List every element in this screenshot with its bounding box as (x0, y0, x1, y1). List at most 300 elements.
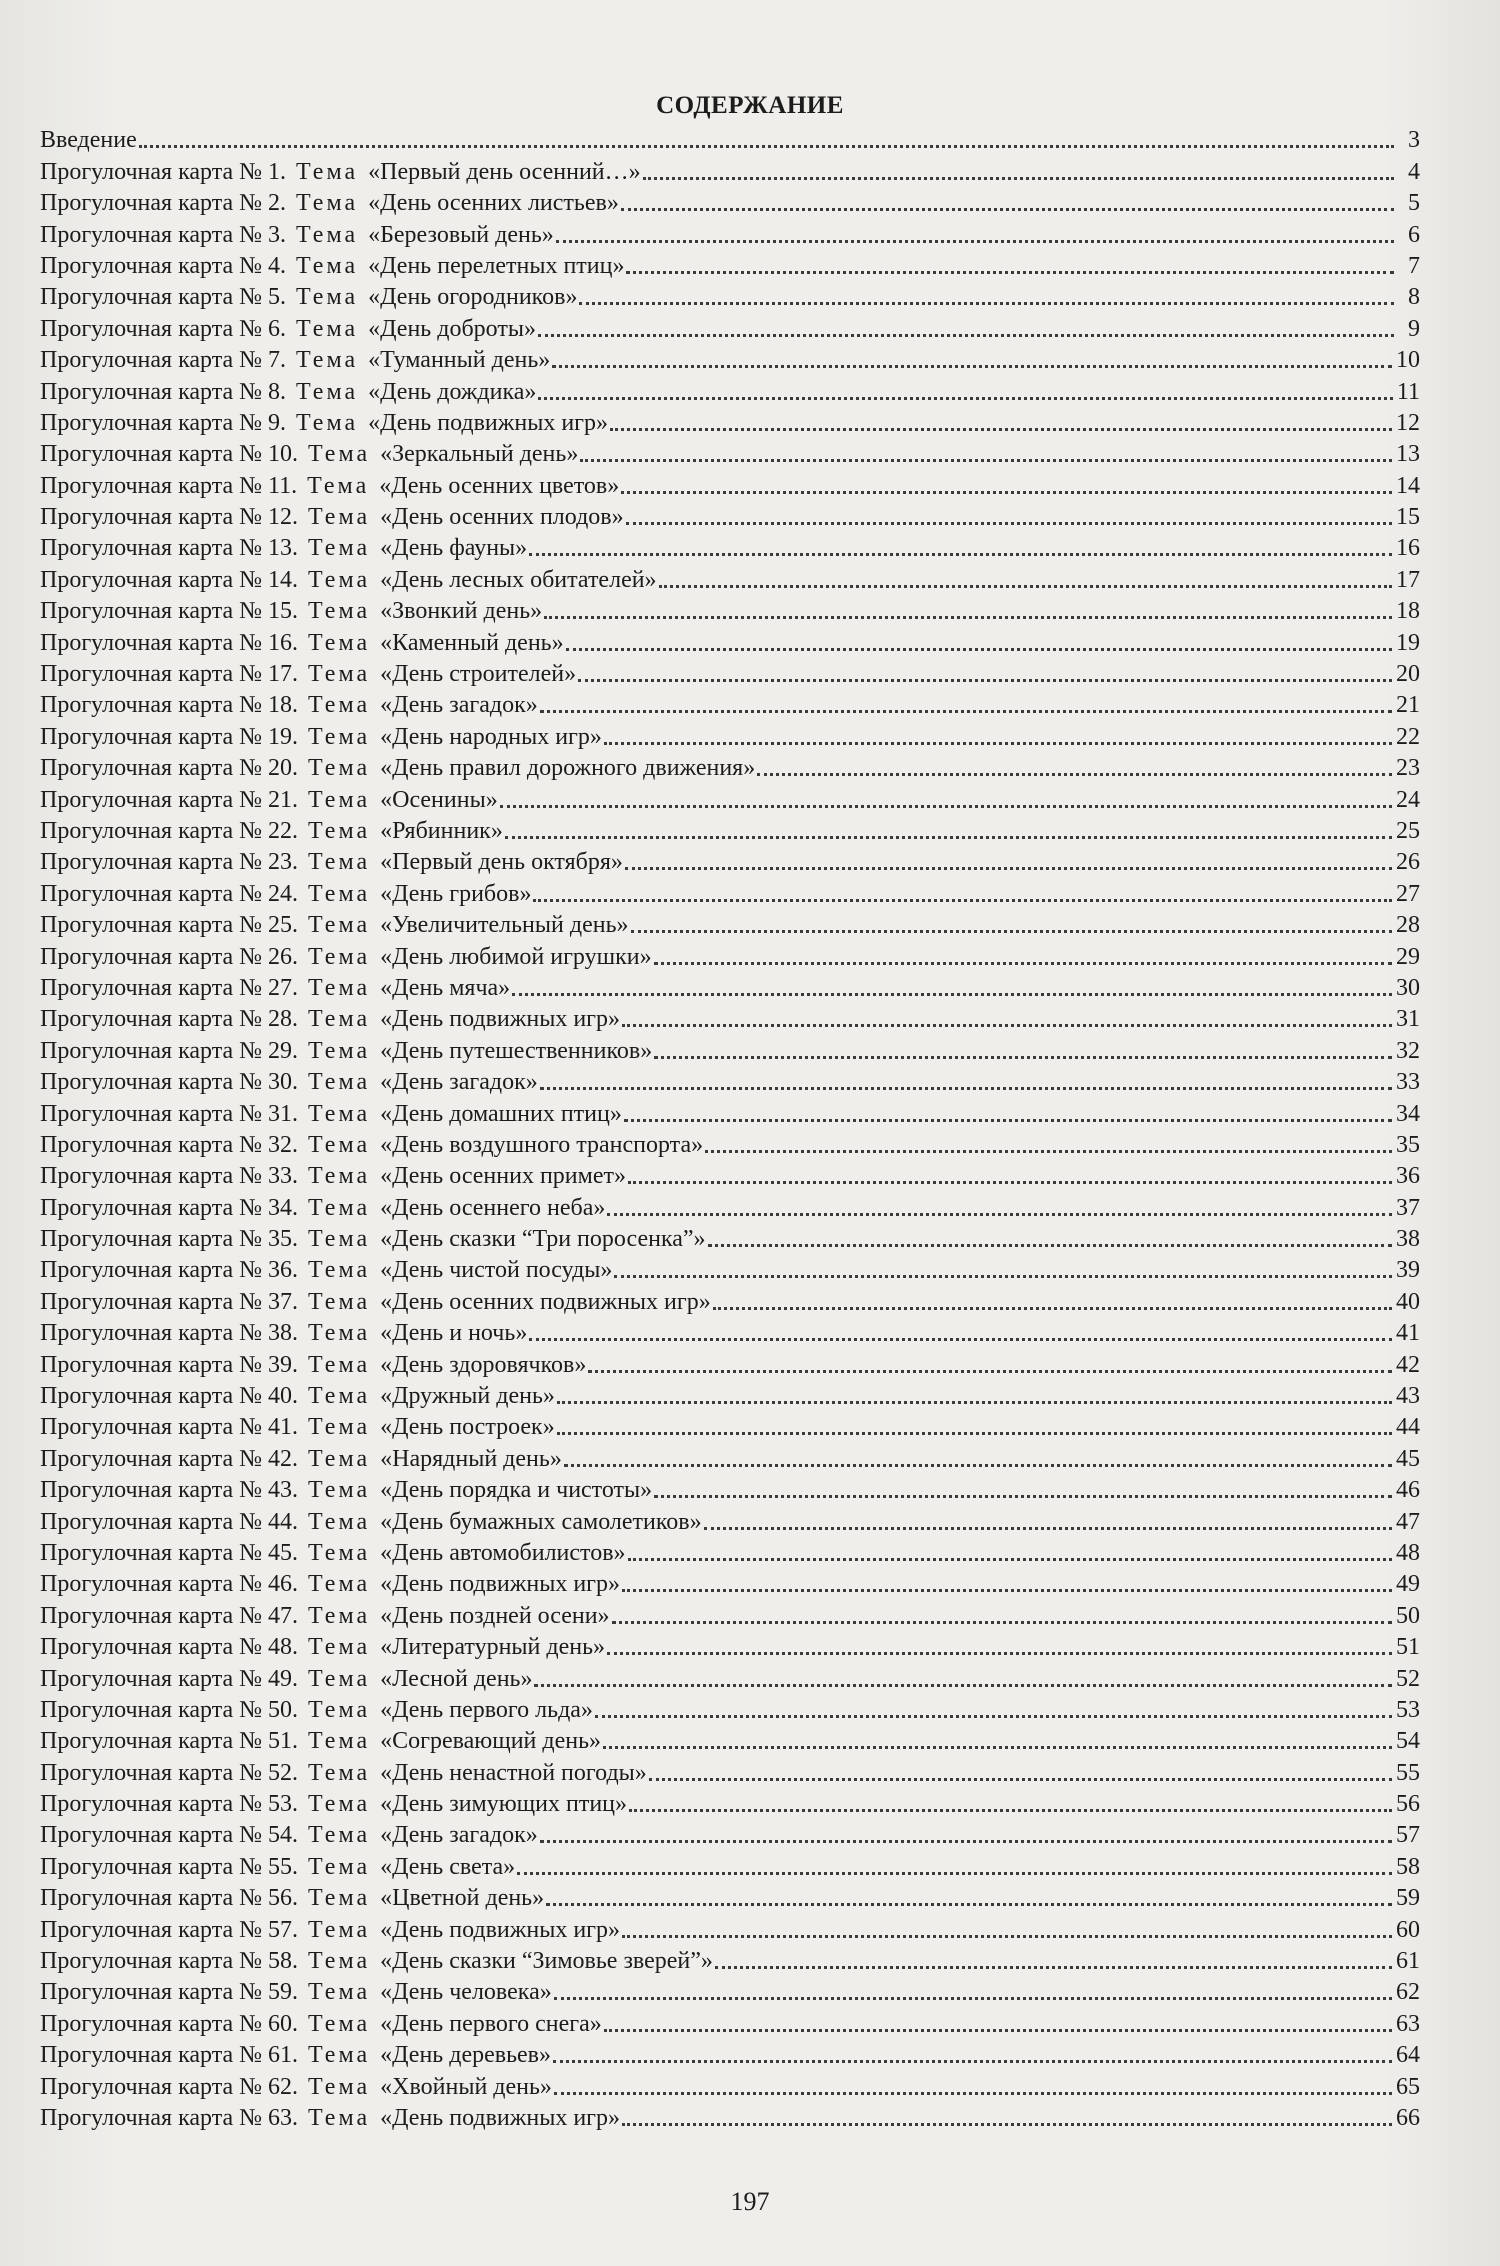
entry-number: 4. (268, 252, 287, 279)
dot-leader (580, 459, 1392, 462)
topic-word: Тема (308, 1006, 371, 1033)
entry-prefix: Прогулочная карта № (40, 1948, 263, 1975)
toc-row-37[interactable] (40, 1284, 1420, 1315)
toc-page-number: 40 (1396, 1288, 1420, 1315)
toc-page-number: 57 (1396, 1822, 1420, 1849)
topic-word: Тема (308, 692, 371, 719)
toc-row-25[interactable] (40, 908, 1420, 939)
entry-theme: «День путешественников» (380, 1037, 653, 1064)
toc-entry-label (40, 1633, 605, 1661)
entry-number: 51. (268, 1728, 299, 1755)
toc-row-45[interactable] (40, 1536, 1420, 1567)
entry-prefix: Прогулочная карта № (40, 535, 263, 562)
topic-word: Тема (308, 2073, 371, 2100)
toc-entry-label (40, 346, 550, 374)
topic-word: Тема (308, 1853, 371, 1880)
toc-page-number: 3 (1408, 127, 1420, 154)
topic-word: Тема (308, 566, 371, 593)
toc-row-52[interactable] (40, 1755, 1420, 1786)
toc-page-number: 27 (1396, 880, 1420, 907)
entry-prefix: Прогулочная карта № (40, 1320, 263, 1347)
toc-page-number: 6 (1408, 221, 1420, 248)
toc-entry-label (40, 283, 577, 311)
toc-row-51[interactable] (40, 1724, 1420, 1755)
entry-prefix: Прогулочная карта № (40, 2042, 263, 2069)
dot-leader (556, 240, 1394, 243)
entry-theme: «День поздней осени» (380, 1602, 610, 1629)
toc-entry-label (40, 943, 652, 971)
topic-word: Тема (308, 1728, 371, 1755)
toc-entry-label (40, 1256, 612, 1284)
topic-word: Тема (308, 1539, 371, 1566)
toc-page-number: 50 (1396, 1602, 1420, 1629)
entry-prefix: Прогулочная карта № (40, 1226, 263, 1253)
entry-number: 25. (268, 912, 299, 939)
toc-row-20[interactable] (40, 751, 1420, 782)
toc-entry-label (40, 1978, 552, 2006)
toc-entry-label (40, 974, 510, 1002)
toc-row-31[interactable] (40, 1096, 1420, 1127)
entry-number: 22. (268, 817, 299, 844)
entry-prefix: Прогулочная карта № (40, 158, 263, 185)
toc-entry-label (40, 1413, 555, 1441)
toc-row-13[interactable] (40, 531, 1420, 562)
entry-prefix: Прогулочная карта № (40, 1351, 263, 1378)
toc-entry-label (40, 723, 602, 751)
toc-row-9[interactable] (40, 406, 1420, 437)
toc-row-14[interactable] (40, 562, 1420, 593)
entry-number: 35. (268, 1226, 299, 1253)
toc-row-5[interactable] (40, 280, 1420, 311)
entry-prefix: Прогулочная карта № (40, 1257, 263, 1284)
topic-word: Тема (308, 1037, 371, 1064)
toc-row-32[interactable] (40, 1128, 1420, 1159)
entry-prefix: Прогулочная карта № (40, 2073, 263, 2100)
toc-row-54[interactable] (40, 1818, 1420, 1849)
topic-word: Тема (308, 1320, 371, 1347)
dot-leader (604, 2029, 1392, 2032)
toc-entry-label (40, 691, 538, 719)
entry-number: 49. (268, 1665, 299, 1692)
entry-theme: «День мяча» (380, 974, 511, 1001)
entry-prefix: Прогулочная карта № (40, 504, 263, 531)
toc-row-61[interactable] (40, 2038, 1420, 2069)
entry-theme: «День сказки “Зимовье зверей”» (380, 1948, 713, 1975)
toc-page-number: 39 (1396, 1257, 1420, 1284)
entry-number: 44. (268, 1508, 299, 1535)
toc-row-2[interactable] (40, 186, 1420, 217)
toc-row-intro[interactable] (40, 123, 1420, 154)
toc-entry-label (40, 817, 503, 845)
toc-row-26[interactable] (40, 939, 1420, 970)
entry-prefix: Прогулочная карта № (40, 943, 263, 970)
toc-page-number: 7 (1408, 252, 1420, 279)
entry-theme: «День здоровячков» (380, 1351, 587, 1378)
entry-prefix: Прогулочная карта № (40, 1728, 263, 1755)
toc-row-49[interactable] (40, 1661, 1420, 1692)
entry-number: 52. (268, 1759, 299, 1786)
toc-row-21[interactable] (40, 782, 1420, 813)
toc-page-number: 9 (1408, 315, 1420, 342)
entry-theme: «День воздушного транспорта» (380, 1131, 704, 1158)
entry-theme: «День первого льда» (380, 1696, 593, 1723)
entry-number: 45. (268, 1539, 299, 1566)
dot-leader (578, 679, 1392, 682)
topic-word: Тема (308, 1948, 371, 1975)
entry-theme: «Дружный день» (380, 1383, 555, 1410)
entry-number: 58. (268, 1948, 299, 1975)
entry-theme: «День автомобилистов» (380, 1539, 626, 1566)
entry-number: 54. (268, 1822, 299, 1849)
toc-row-38[interactable] (40, 1316, 1420, 1347)
entry-number: 21. (268, 786, 299, 813)
toc-row-34[interactable] (40, 1190, 1420, 1221)
entry-number: 33. (268, 1163, 299, 1190)
toc-entry-label (40, 2104, 620, 2132)
entry-theme: «День доброты» (368, 315, 536, 342)
toc-row-58[interactable] (40, 1944, 1420, 1975)
dot-leader (512, 993, 1392, 996)
dot-leader (621, 208, 1394, 211)
entry-theme: «День фауны» (380, 535, 528, 562)
topic-word: Тема (308, 1571, 371, 1598)
toc-page-number: 24 (1396, 786, 1420, 813)
toc-page-number: 18 (1396, 598, 1420, 625)
entry-number: 3. (268, 221, 287, 248)
toc-row-22[interactable] (40, 814, 1420, 845)
entry-number: 61. (268, 2042, 299, 2069)
toc-page-number: 22 (1396, 723, 1420, 750)
toc-row-1[interactable] (40, 154, 1420, 185)
dot-leader (708, 1244, 1392, 1247)
entry-theme: «День огородников» (368, 284, 578, 311)
toc-page-number: 31 (1396, 1006, 1420, 1033)
toc-row-57[interactable] (40, 1912, 1420, 1943)
toc-page-number: 56 (1396, 1791, 1420, 1818)
entry-prefix: Прогулочная карта № (40, 849, 263, 876)
entry-prefix: Прогулочная карта № (40, 315, 263, 342)
toc-row-8[interactable] (40, 374, 1420, 405)
toc-page-number: 41 (1396, 1320, 1420, 1347)
entry-prefix: Прогулочная карта № (40, 252, 263, 279)
topic-word: Тема (296, 378, 359, 405)
entry-prefix: Прогулочная карта № (40, 755, 263, 782)
dot-leader (607, 1213, 1392, 1216)
entry-prefix: Прогулочная карта № (40, 1445, 263, 1472)
entry-theme: «Рябинник» (380, 817, 503, 844)
toc-row-23[interactable] (40, 845, 1420, 876)
entry-prefix: Прогулочная карта № (40, 817, 263, 844)
entry-theme: «День деревьев» (380, 2042, 552, 2069)
toc-row-30[interactable] (40, 1065, 1420, 1096)
toc-row-41[interactable] (40, 1410, 1420, 1441)
entry-theme: «День лесных обитателей» (380, 566, 657, 593)
entry-number: 7. (268, 347, 287, 374)
dot-leader (538, 334, 1394, 337)
toc-page-number: 26 (1396, 849, 1420, 876)
toc-entry-label (40, 1068, 538, 1096)
toc-row-3[interactable] (40, 217, 1420, 248)
entry-theme: «Березовый день» (368, 221, 554, 248)
entry-prefix: Прогулочная карта № (40, 974, 263, 1001)
toc-row-19[interactable] (40, 719, 1420, 750)
entry-number: 31. (268, 1100, 299, 1127)
entry-theme: «День построек» (380, 1414, 555, 1441)
topic-word: Тема (308, 817, 371, 844)
toc-row-16[interactable] (40, 625, 1420, 656)
entry-number: 16. (268, 629, 299, 656)
toc-entry-label (40, 221, 554, 249)
toc-row-50[interactable] (40, 1693, 1420, 1724)
entry-number: 39. (268, 1351, 299, 1378)
toc-row-12[interactable] (40, 500, 1420, 531)
toc-row-47[interactable] (40, 1598, 1420, 1629)
toc-row-33[interactable] (40, 1159, 1420, 1190)
entry-number: 20. (268, 755, 299, 782)
toc-row-44[interactable] (40, 1504, 1420, 1535)
toc-page-number: 60 (1396, 1916, 1420, 1943)
dot-leader (552, 365, 1392, 368)
entry-number: 8. (268, 378, 287, 405)
dot-leader (659, 585, 1392, 588)
toc-page-number: 5 (1408, 190, 1420, 217)
toc-page-number: 33 (1396, 1069, 1420, 1096)
toc-row-53[interactable] (40, 1787, 1420, 1818)
entry-theme: «День подвижных игр» (368, 409, 609, 436)
entry-prefix: Прогулочная карта № (40, 378, 263, 405)
dot-leader (566, 648, 1392, 651)
entry-theme: «День загадок» (380, 1069, 538, 1096)
toc-row-4[interactable] (40, 249, 1420, 280)
topic-word: Тема (308, 755, 371, 782)
entry-prefix: Прогулочная карта № (40, 1131, 263, 1158)
entry-prefix: Прогулочная карта № (40, 723, 263, 750)
entry-theme: «День осенних примет» (380, 1163, 626, 1190)
toc-entry-label (40, 1225, 706, 1253)
toc-page-number: 42 (1396, 1351, 1420, 1378)
toc-page-number: 23 (1396, 755, 1420, 782)
toc-row-17[interactable] (40, 657, 1420, 688)
toc-row-7[interactable] (40, 343, 1420, 374)
topic-word: Тема (308, 912, 371, 939)
entry-prefix: Прогулочная карта № (40, 1194, 263, 1221)
toc-entry-label (40, 1947, 713, 1975)
topic-word: Тема (308, 504, 371, 531)
toc-row-56[interactable] (40, 1881, 1420, 1912)
dot-leader (579, 302, 1394, 305)
entry-theme: «День подвижных игр» (380, 1916, 621, 1943)
entry-theme: «День ненастной погоды» (380, 1759, 647, 1786)
toc-page-number: 46 (1396, 1477, 1420, 1504)
dot-leader (654, 962, 1392, 965)
topic-word: Тема (308, 786, 371, 813)
dot-leader (588, 1370, 1392, 1373)
toc-entry-label (40, 1445, 562, 1473)
toc-row-18[interactable] (40, 688, 1420, 719)
entry-prefix: Прогулочная карта № (40, 661, 263, 688)
toc-row-6[interactable] (40, 311, 1420, 342)
dot-leader (626, 271, 1394, 274)
toc-row-48[interactable] (40, 1630, 1420, 1661)
entry-theme: «День правил дорожного движения» (380, 755, 756, 782)
dot-leader (554, 1997, 1392, 2000)
entry-prefix: Прогулочная карта № (40, 1791, 263, 1818)
entry-number: 26. (268, 943, 299, 970)
toc-page-number: 15 (1396, 504, 1420, 531)
toc-entry-label (40, 1602, 610, 1630)
dot-leader (628, 1558, 1392, 1561)
entry-number: 53. (268, 1791, 299, 1818)
toc-entry-label (40, 252, 624, 280)
entry-theme: «Литературный день» (380, 1634, 606, 1661)
toc-entry-label (40, 409, 608, 437)
topic-word: Тема (308, 1445, 371, 1472)
toc-entry-label (40, 1508, 702, 1536)
entry-theme: «День порядка и чистоты» (380, 1477, 653, 1504)
toc-page-number: 49 (1396, 1571, 1420, 1598)
toc-entry-label (40, 534, 527, 562)
entry-theme: «День бумажных самолетиков» (380, 1508, 702, 1535)
topic-word: Тема (308, 535, 371, 562)
toc-entry-label (40, 189, 619, 217)
toc-row-27[interactable] (40, 971, 1420, 1002)
toc-entry-label (40, 2073, 552, 2101)
topic-word: Тема (308, 1257, 371, 1284)
entry-theme: «День чистой посуды» (380, 1257, 613, 1284)
toc-entry-label (40, 1696, 593, 1724)
entry-theme: «День осенних плодов» (380, 504, 624, 531)
entry-theme: «День зимующих птиц» (380, 1791, 628, 1818)
entry-number: 37. (268, 1288, 299, 1315)
toc-entry-label (40, 1037, 652, 1065)
topic-word: Тема (296, 347, 359, 374)
toc-entry-label (40, 754, 755, 782)
toc-page-number: 61 (1396, 1948, 1420, 1975)
topic-word: Тема (308, 1194, 371, 1221)
toc-row-11[interactable] (40, 468, 1420, 499)
dot-leader (715, 1966, 1392, 1969)
toc-entry-label (40, 2041, 551, 2069)
toc-row-35[interactable] (40, 1222, 1420, 1253)
toc-page-number: 8 (1408, 284, 1420, 311)
toc-page-number: 35 (1396, 1131, 1420, 1158)
toc-page-number: 12 (1396, 409, 1420, 436)
entry-theme: «Туманный день» (368, 347, 551, 374)
topic-word: Тема (308, 1383, 371, 1410)
toc-entry-label (40, 597, 542, 625)
toc-page-number: 45 (1396, 1445, 1420, 1472)
toc-page-number: 52 (1396, 1665, 1420, 1692)
toc-row-62[interactable] (40, 2069, 1420, 2100)
toc-page-number: 19 (1396, 629, 1420, 656)
topic-word: Тема (308, 1759, 371, 1786)
topic-word: Тема (308, 943, 371, 970)
dot-leader (540, 1087, 1392, 1090)
entry-prefix: Прогулочная карта № (40, 1508, 263, 1535)
toc-row-59[interactable] (40, 1975, 1420, 2006)
toc-row-60[interactable] (40, 2006, 1420, 2037)
entry-theme: «Первый день осенний…» (368, 158, 641, 185)
dot-leader (621, 491, 1392, 494)
topic-word: Тема (308, 1602, 371, 1629)
entry-theme: «День осенних подвижных игр» (380, 1288, 711, 1315)
toc-row-39[interactable] (40, 1347, 1420, 1378)
toc-row-10[interactable] (40, 437, 1420, 468)
toc-page-number: 63 (1396, 2010, 1420, 2037)
dot-leader (544, 616, 1392, 619)
toc-row-40[interactable] (40, 1379, 1420, 1410)
dot-leader (704, 1527, 1392, 1530)
toc-page-number: 14 (1396, 472, 1420, 499)
toc-row-55[interactable] (40, 1849, 1420, 1880)
dot-leader (625, 867, 1392, 870)
topic-word: Тема (308, 1069, 371, 1096)
table-of-contents (40, 123, 1420, 2132)
toc-row-29[interactable] (40, 1033, 1420, 1064)
toc-row-63[interactable] (40, 2101, 1420, 2132)
entry-number: 42. (268, 1445, 299, 1472)
toc-entry-label (40, 378, 536, 406)
topic-word: Тема (308, 2042, 371, 2069)
toc-row-42[interactable] (40, 1441, 1420, 1472)
dot-leader (554, 2092, 1392, 2095)
toc-page-number: 29 (1396, 943, 1420, 970)
entry-prefix: Прогулочная карта № (40, 190, 263, 217)
toc-row-15[interactable] (40, 594, 1420, 625)
entry-number: 43. (268, 1477, 299, 1504)
toc-page-number: 36 (1396, 1163, 1420, 1190)
toc-page-number: 58 (1396, 1853, 1420, 1880)
dot-leader (564, 1464, 1392, 1467)
entry-prefix: Прогулочная карта № (40, 1069, 263, 1096)
page-number: 197 (730, 2187, 770, 2216)
dot-leader (553, 2060, 1392, 2063)
entry-number: 57. (268, 1916, 299, 1943)
topic-word: Тема (296, 409, 359, 436)
toc-page-number: 65 (1396, 2073, 1420, 2100)
toc-page-number: 10 (1396, 347, 1420, 374)
toc-page-number: 44 (1396, 1414, 1420, 1441)
dot-leader (628, 1181, 1392, 1184)
entry-theme: «День строителей» (380, 661, 577, 688)
toc-row-46[interactable] (40, 1567, 1420, 1598)
dot-leader (622, 1024, 1392, 1027)
toc-entry-label (40, 1821, 538, 1849)
topic-word: Тема (296, 252, 359, 279)
dot-leader (533, 899, 1392, 902)
topic-word: Тема (308, 1885, 371, 1912)
entry-number: 10. (268, 441, 299, 468)
entry-prefix: Прогулочная карта № (40, 880, 263, 907)
toc-entry-label (40, 1916, 620, 1944)
entry-prefix: Прогулочная карта № (40, 1383, 263, 1410)
dot-leader (612, 1621, 1392, 1624)
entry-prefix: Прогулочная карта № (40, 1414, 263, 1441)
topic-word: Тема (308, 1916, 371, 1943)
toc-row-28[interactable] (40, 1002, 1420, 1033)
topic-word: Тема (308, 1414, 371, 1441)
toc-page-number: 28 (1396, 912, 1420, 939)
toc-row-24[interactable] (40, 876, 1420, 907)
dot-leader (505, 836, 1392, 839)
toc-row-43[interactable] (40, 1473, 1420, 1504)
dot-leader (622, 1935, 1392, 1938)
dot-leader (529, 1338, 1392, 1341)
entry-theme: «Звонкий день» (380, 598, 543, 625)
entry-number: 27. (268, 974, 299, 1001)
toc-row-36[interactable] (40, 1253, 1420, 1284)
entry-theme: «День и ночь» (380, 1320, 528, 1347)
